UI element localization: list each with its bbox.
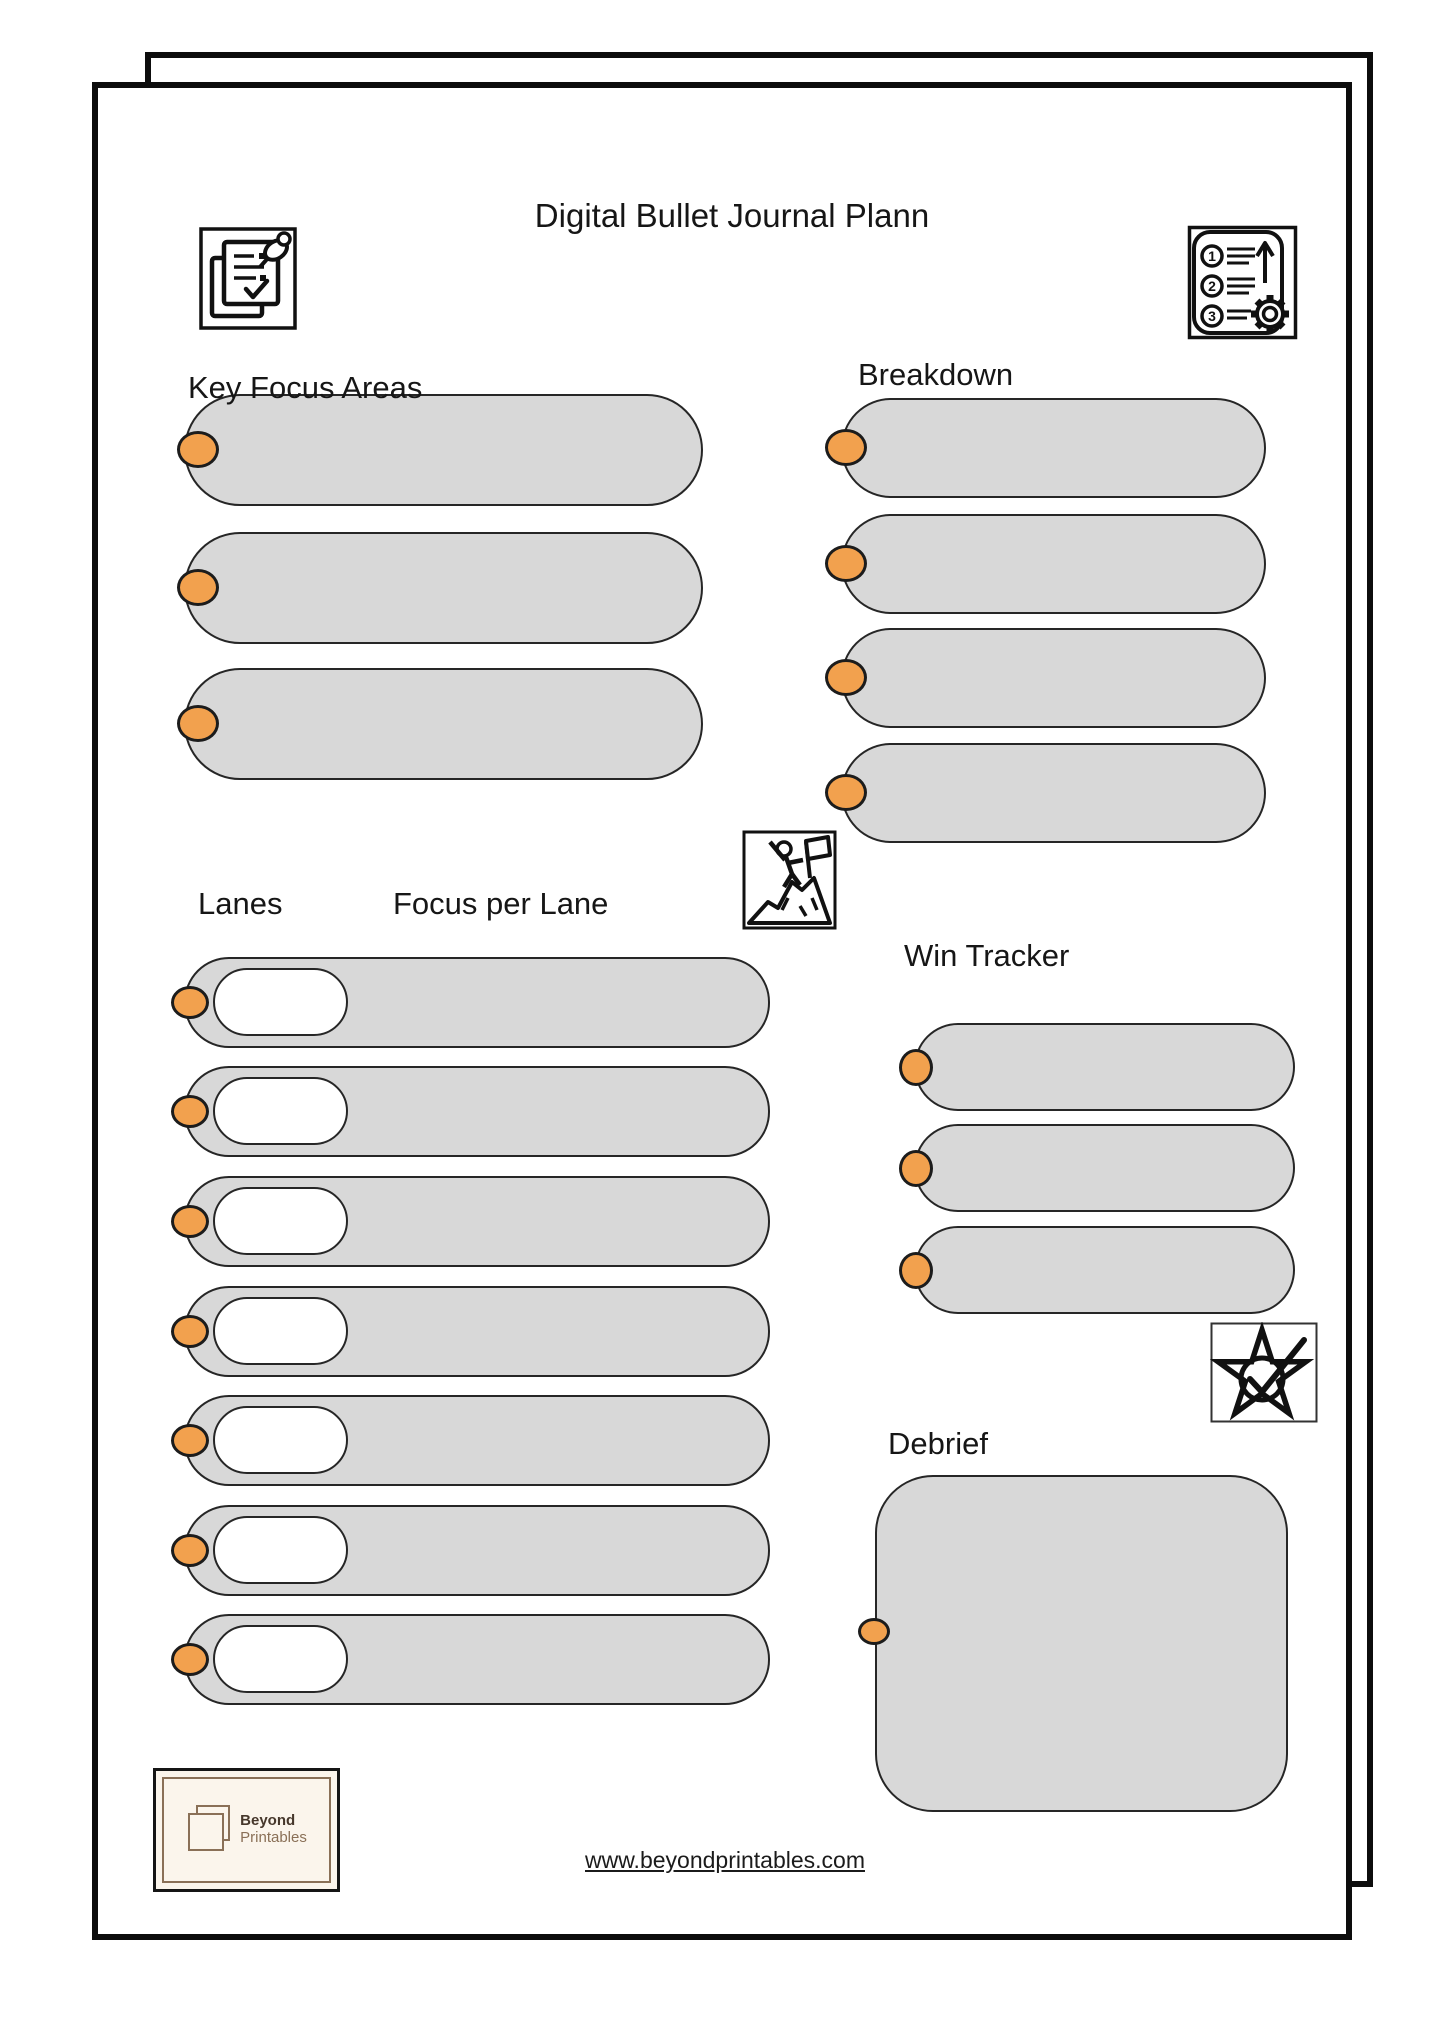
bullet-marker[interactable] [899,1049,933,1086]
lane-label-field[interactable] [213,1516,348,1584]
summit-flag-icon [742,830,837,930]
bullet-marker[interactable] [171,1205,209,1238]
bullet-marker[interactable] [171,986,209,1019]
focus-per-lane-heading: Focus per Lane [393,886,609,921]
bullet-marker[interactable] [171,1643,209,1676]
brand-logo [153,1768,340,1892]
debrief-field[interactable] [875,1475,1288,1812]
win-tracker-field[interactable] [914,1226,1295,1314]
page-title: Digital Bullet Journal Plann [534,197,930,234]
bullet-marker[interactable] [899,1150,933,1187]
key-focus-field[interactable] [184,532,703,644]
stacked-squares-icon [186,1803,232,1858]
bullet-marker[interactable] [171,1534,209,1567]
bullet-marker[interactable] [171,1315,209,1348]
brand-logo-frame [162,1777,331,1883]
bullet-marker[interactable] [177,569,219,606]
lanes-heading: Lanes [198,886,283,921]
breakdown-field[interactable] [841,514,1266,614]
bullet-marker[interactable] [825,659,867,696]
pinned-notes-icon [198,226,298,331]
lane-label-field[interactable] [213,1297,348,1365]
brand-logo-text [240,1813,307,1847]
svg-text:1: 1 [1208,248,1216,264]
lane-label-field[interactable] [213,968,348,1036]
key-focus-field[interactable] [184,668,703,780]
bullet-marker[interactable] [171,1424,209,1457]
bullet-marker[interactable] [825,774,867,811]
bullet-marker[interactable] [899,1252,933,1289]
lane-label-field[interactable] [213,1077,348,1145]
breakdown-field[interactable] [841,743,1266,843]
website-link[interactable]: www.beyondprintables.com [585,1847,865,1873]
win-tracker-field[interactable] [914,1124,1295,1212]
svg-text:3: 3 [1208,308,1216,324]
breakdown-field[interactable] [841,398,1266,498]
breakdown-field[interactable] [841,628,1266,728]
lane-label-field[interactable] [213,1406,348,1474]
bullet-marker[interactable] [171,1095,209,1128]
bullet-marker[interactable] [177,705,219,742]
key-focus-heading: Key Focus Areas [188,370,423,405]
bullet-marker[interactable] [858,1618,890,1645]
bullet-marker[interactable] [825,545,867,582]
numbered-steps-gear-icon [1187,225,1298,340]
bullet-marker[interactable] [825,429,867,466]
brand-name-line2: Printables [240,1829,307,1846]
star-check-icon [1210,1322,1318,1423]
bullet-marker[interactable] [177,431,219,468]
breakdown-heading: Breakdown [858,357,1014,392]
lane-label-field[interactable] [213,1625,348,1693]
brand-name-line1: Beyond [240,1812,296,1830]
key-focus-field[interactable] [184,394,703,506]
svg-text:2: 2 [1208,278,1216,294]
win-tracker-heading: Win Tracker [904,938,1070,973]
win-tracker-field[interactable] [914,1023,1295,1111]
debrief-heading: Debrief [888,1426,988,1461]
lane-label-field[interactable] [213,1187,348,1255]
